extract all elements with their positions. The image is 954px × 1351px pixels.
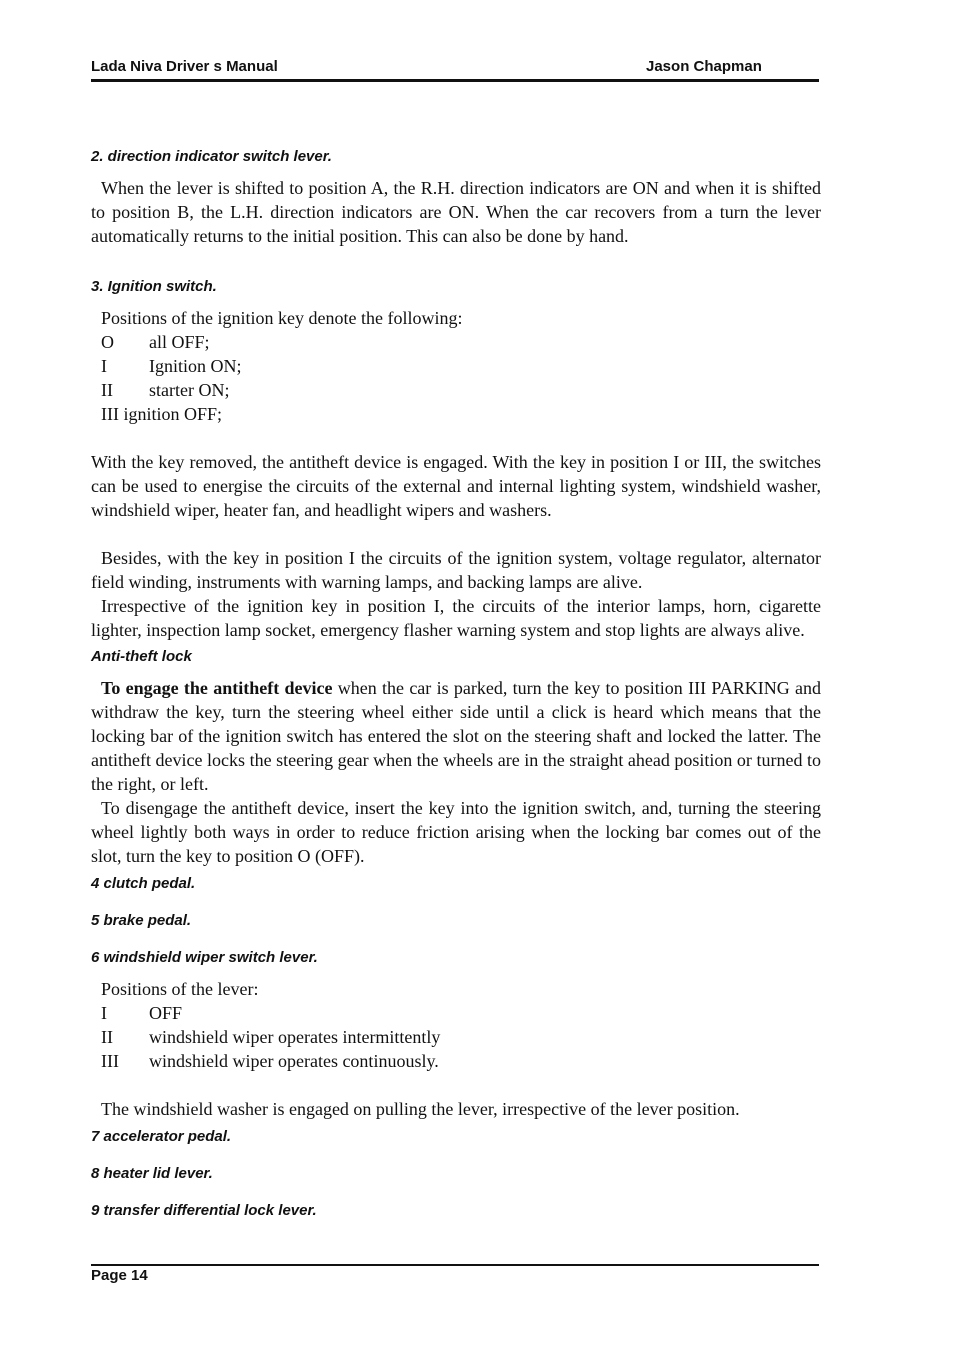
list-item: I OFF [101,1003,183,1023]
page-footer [91,1264,819,1284]
header-author: Jason Chapman [646,58,762,75]
heading-wiper-switch: 6 windshield wiper switch lever. [91,949,318,966]
heading-transfer-differential-lock: 9 transfer differential lock lever. [91,1202,317,1219]
ignition-intro: Positions of the ignition key denote the following: [101,308,463,328]
paragraph-disengage-antitheft: To disengage the antitheft device, insert the key into the ignition switch, and, turning the steering wheel lightly both ways in order to reduce friction arising when the locking bar comes out of the slot, turn the key to position O (OFF). [91,798,821,866]
list-item: III windshield wiper operates continuously. [101,1051,439,1071]
heading-heater-lid-lever: 8 heater lid lever. [91,1165,213,1182]
paragraph-key-removed: With the key removed, the antitheft device is engaged. With the key in position I or III, the switches can be used to energise the circuits of the external and internal lighting system, windshield washer, windshield wiper, heater fan, and headlight wipers and washers. [91,452,821,520]
page-header [91,57,819,82]
paragraph-irrespective: Irrespective of the ignition key in position I, the circuits of the interior lamps, horn, cigarette lighter, inspection lamp socket, emergency flasher warning system and stop lights are always alive. [91,596,821,640]
paragraph-engage-antitheft: To engage the antitheft device when the car is parked, turn the key to position III PARKING and withdraw the key, turn the steering wheel either side until a click is heard which means that the locking bar of the ignition switch has entered the slot on the steering shaft and locked the latter. The antitheft device locks the steering gear when the wheels are in the straight ahead position or turned to the right, or left. [91,678,821,794]
heading-direction-indicator: 2. direction indicator switch lever. [91,148,332,165]
list-item: I Ignition ON; [101,356,242,376]
heading-clutch-pedal: 4 clutch pedal. [91,875,196,892]
list-item: O all OFF; [101,332,210,352]
wiper-intro: Positions of the lever: [101,979,259,999]
paragraph-washer-note: The windshield washer is engaged on pulling the lever, irrespective of the lever position. [101,1099,740,1119]
paragraph-besides: Besides, with the key in position I the circuits of the ignition system, voltage regulator, alternator field winding, instruments with warning lamps, and backing lamps are alive. [91,548,821,592]
paragraph-direction-indicator: When the lever is shifted to position A, the R.H. direction indicators are ON and when it is shifted to position B, the L.H. direction indicators are ON. When the car recovers from a turn the lever automatically returns to the initial position. This can also be done by hand. [91,178,821,246]
list-item: III ignition OFF; [101,404,223,424]
list-item: II windshield wiper operates intermittently [101,1027,441,1047]
page-number: Page 14 [91,1267,148,1284]
page-content [91,148,821,1220]
heading-accelerator-pedal: 7 accelerator pedal. [91,1128,232,1145]
heading-brake-pedal: 5 brake pedal. [91,912,192,929]
heading-anti-theft: Anti-theft lock [91,648,192,665]
heading-ignition-switch: 3. Ignition switch. [91,278,217,295]
header-title: Lada Niva Driver s Manual [91,58,278,75]
list-item: II starter ON; [101,380,230,400]
